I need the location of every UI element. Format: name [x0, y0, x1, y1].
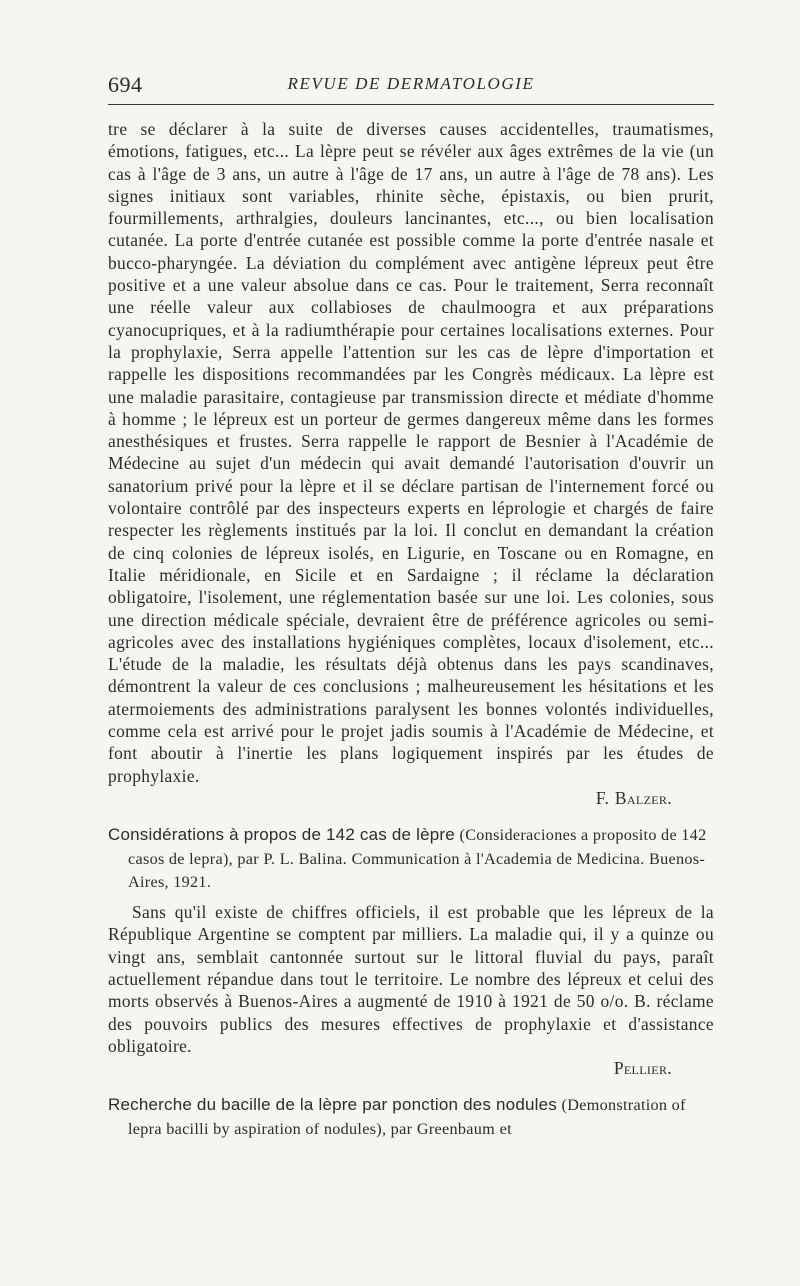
reference-intro: (Consideraciones a proposito de 142 casos de lepra), par	[128, 826, 707, 868]
abstract-heading	[108, 1093, 714, 1140]
reference-author: Greenbaum	[416, 1119, 496, 1138]
running-title: REVUE DE DERMATOLOGIE	[287, 74, 535, 93]
header-rule	[108, 104, 714, 105]
signature-line	[108, 787, 714, 809]
article-greenbaum	[108, 1093, 714, 1140]
reference-intro: (Demonstration of lepra bacilli by aspiration of nodules), par	[128, 1096, 686, 1138]
article-serra-continuation	[108, 118, 714, 809]
reference-place-year: Buenos-Aires, 1921.	[128, 849, 706, 891]
article-paragraph: tre se déclarer à la suite de diverses causes accidentelles, traumatismes, émotions, fatigues, etc... La lèpre peut se révéler aux âges extrêmes de la vie (un cas à l'âge de 3 ans, un autre à l'âge de 17 ans, un autre à l'âge de 78 ans). Les signes initiaux sont variables, rhinite sèche, épistaxis, ou bien prurit, fourmillements, arthralgies, douleurs lancinantes, etc..., ou bien localisation cutanée. La porte d'entrée cutanée est possible comme la porte d'entrée nasale et bucco-pharyngée. La déviation du complément avec antigène lépreux peut être positive et a une valeur absolue dans ce cas. Pour le traitement, Serra reconnaît une réelle valeur aux collabioses de chaulmoogra et aux préparations cyanocupriques, et à la radiumthérapie pour certaines localisations externes. Pour la prophylaxie, Serra appelle l'attention sur les cas de lèpre d'importation et rappelle les dispositions recommandées par les Congrès médicaux. La lèpre est une maladie parasitaire, contagieuse par transmission directe et médiate d'homme à homme ; le lépreux est un porteur de germes dangereux même dans les formes anesthésiques et frustes. Serra rappelle le rapport de Besnier à l'Académie de Médecine au sujet d'un médecin qui avait demandé l'autorisation d'ouvrir un sanatorium privé pour la lèpre et il se déclare partisan de l'internement forcé ou volontaire contrôlé par des inspecteurs experts en léprologie et chargés de faire respecter les règlements institués par la loi. Il conclut en demandant la création de cinq colonies de lépreux isolés, en Ligurie, en Toscane ou en Romagne, en Italie méridionale, en Sicile et en Sardaigne ; il réclame la déclaration obligatoire, l'isolement, une réglementation basée sur une loi. Les colonies, sous une direction médicale spéciale, devraient être de préférence agricoles ou semi-agricoles avec des installations hygiéniques complètes, locaux d'isolement, etc... L'étude de la maladie, les résultats déjà obtenus dans les pays scandinaves, démontrent la valeur de ces conclusions ; malheureusement les hésitations et les atermoiements des administrations paralysent les bonnes volontés individuelles, comme cela est arrivé pour le projet jadis soumis à l'Académie de Médecine, et font aboutir à l'inertie les plans logiquement inspirés par les études de prophylaxie.	[108, 119, 714, 786]
reference-journal: Communication à l'Academia de Medicina.	[351, 849, 645, 868]
article-title: Considérations à propos de 142 cas de lèpre	[108, 825, 455, 845]
article-paragraph: Sans qu'il existe de chiffres officiels, il est probable que les lépreux de la République Argentine se comptent par milliers. La maladie qui, il y a quinze ou vingt ans, semblait cantonnée surtout sur le littoral fluvial du pays, paraît actuellement répandue dans tout le territoire. Le nombre des lépreux et celui des morts observés à Buenos-Aires a augmenté de 1910 à 1921 de 50 o/o. B. réclame des pouvoirs publics des mesures effectives de prophylaxie et d'assistance obligatoire.	[108, 902, 714, 1056]
article-title: Recherche du bacille de la lèpre par ponction des nodules	[108, 1095, 557, 1115]
article-balina	[108, 823, 714, 1079]
reference-author: P. L. Balina.	[263, 849, 347, 868]
page-number: 694	[108, 72, 143, 97]
signature: Pellier.	[613, 1058, 672, 1079]
page-header	[108, 70, 714, 100]
abstract-heading	[108, 823, 714, 893]
signature: F. Balzer.	[595, 787, 672, 808]
signature-line	[108, 1057, 714, 1079]
page-body	[108, 118, 714, 1140]
reference-trailing: et	[499, 1119, 512, 1138]
